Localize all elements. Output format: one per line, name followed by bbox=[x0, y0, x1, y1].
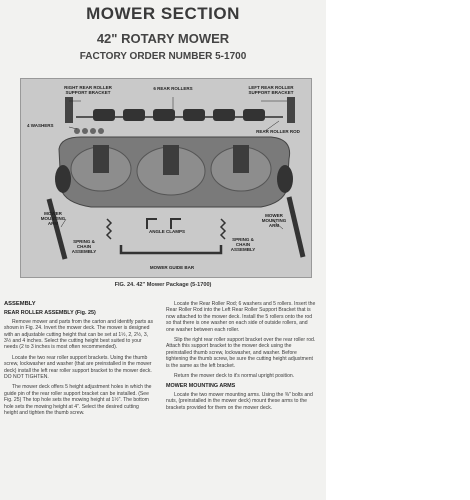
label-mounting-arm-left: MOWER MOUNTING ARM bbox=[40, 211, 66, 227]
label-spring-chain-right: SPRING & CHAIN ASSEMBLY bbox=[230, 237, 256, 253]
label-spring-chain-left: SPRING & CHAIN ASSEMBLY bbox=[71, 239, 97, 255]
mower-package-photo bbox=[20, 78, 312, 278]
figure-caption: FIG. 24. 42" Mower Package (5-1700) bbox=[114, 282, 212, 288]
label-mounting-arm-right: MOWER MOUNTING ARM bbox=[261, 213, 287, 229]
label-right-rear-bracket: RIGHT REAR ROLLER SUPPORT BRACKET bbox=[64, 85, 112, 96]
paragraph: Slip the right rear roller support bracket over the rear roller rod. Attach this support bracket to the mower deck using the preinstalled thumb screw, lockwasher, and washer. Before tightening the thumb screw, be sure the cutting height adjustment is the same as the left bracket. bbox=[166, 337, 316, 369]
page-title: MOWER SECTION bbox=[86, 4, 240, 23]
paragraph: Remove mower and parts from the carton and identify parts as shown in Fig. 24. Invert the mower deck. The mower is designed with an adjustable cutting height that can be set at 1½, 2, 2½, 3, 3½ and 4 inches. Select the cutting height best suited to your needs (2 to 3 inches is most often recommended). bbox=[4, 318, 153, 351]
paragraph: Locate the two mower mounting arms. Using the ⅜" bolts and nuts, (preinstalled in the mower deck) mount these arms to the brackets provided for them on the mower deck. bbox=[166, 391, 313, 411]
paragraph: The mower deck offers 5 height adjustment holes in which the guide pin of the rear roller support bracket can be installed. (See Fig. 25) The top hole sets the mowing height at 1½". The bottom hole sets the mowing height at 4". Select the desired cutting height and tighten the thumb screw. bbox=[4, 384, 152, 417]
page-subtitle: 42" ROTARY MOWER bbox=[96, 31, 230, 46]
mower-illustration bbox=[21, 79, 311, 277]
label-angle-clamps: ANGLE CLAMPS bbox=[149, 229, 185, 234]
paragraph: Return the mower deck to it's normal upright position. bbox=[174, 373, 295, 380]
factory-order: FACTORY ORDER NUMBER 5-1700 bbox=[79, 51, 247, 62]
label-rear-rollers: 6 REAR ROLLERS bbox=[153, 86, 193, 91]
paragraph: Locate the Rear Roller Rod; 6 washers and 5 rollers. Insert the Rear Roller Rod into the Left Rear Roller Support Bracket that is now attached to the mower deck. Install the 5 rollers onto the rod so that there is one washer on each side of outside rollers, and one washer between each roller. bbox=[166, 301, 316, 333]
left-column bbox=[4, 301, 154, 421]
label-left-rear-bracket: LEFT REAR ROLLER SUPPORT BRACKET bbox=[248, 85, 294, 96]
section-heading: ASSEMBLY bbox=[4, 301, 36, 307]
paragraph: Locate the two rear roller support brackets. Using the thumb screw, lockwasher and washer (that are preinstalled in the mower deck) install the left rear roller support bracket to the mower deck. DO NOT TIGHTEN. bbox=[4, 354, 152, 381]
label-rear-roller-rod: REAR ROLLER ROD bbox=[256, 129, 300, 134]
right-column bbox=[166, 301, 316, 415]
label-guide-bar: MOWER GUIDE BAR bbox=[149, 265, 195, 270]
subsection-heading: MOWER MOUNTING ARMS bbox=[166, 383, 236, 390]
label-washers: 4 WASHERS bbox=[27, 123, 54, 128]
subsection-heading: REAR ROLLER ASSEMBLY (Fig. 25) bbox=[4, 310, 96, 317]
